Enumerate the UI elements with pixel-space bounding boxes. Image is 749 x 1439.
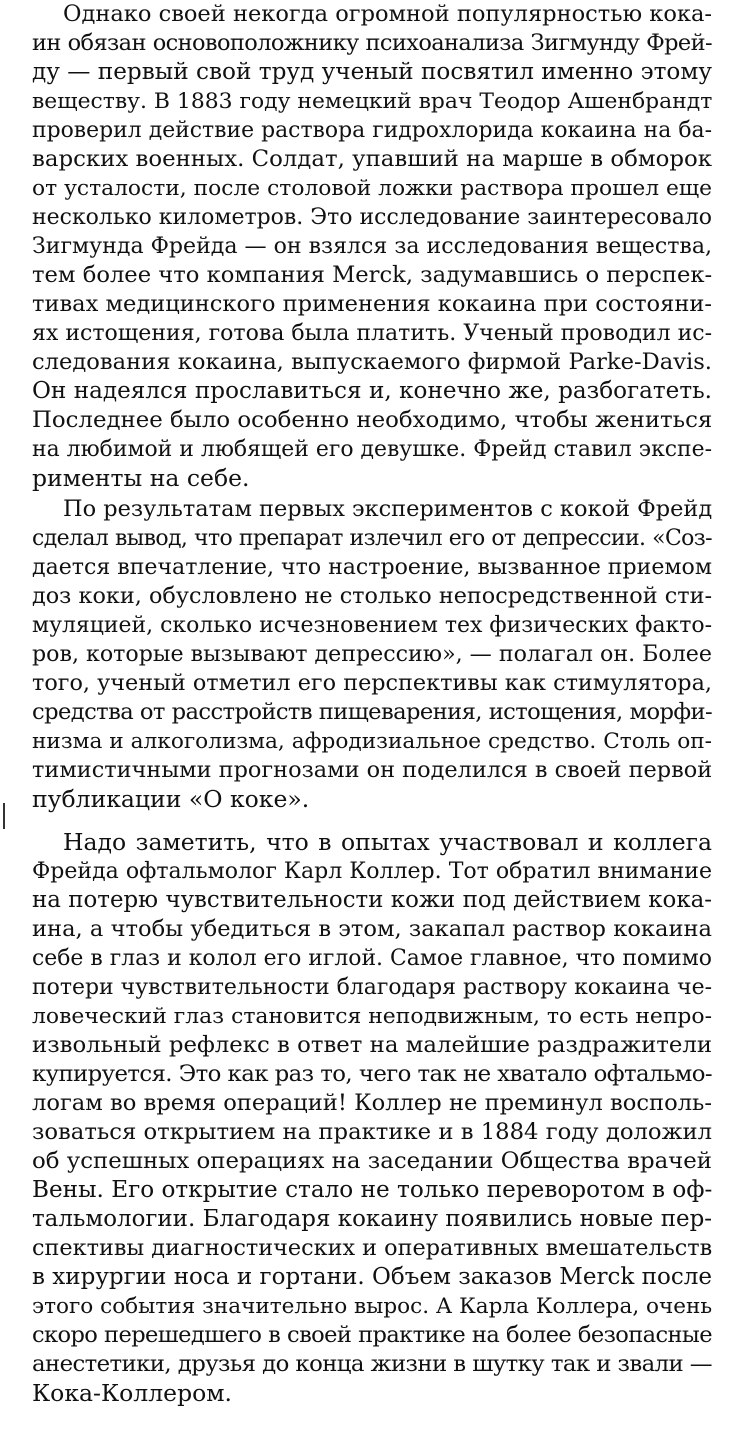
- text-line: ина, а чтобы убедиться в этом, закапал раствор кокаина: [32, 916, 712, 942]
- text-line: проверил действие раствора гидрохлорида кокаина на ба-: [32, 118, 712, 143]
- text-line: на любимой и любящей его девушке. Фрейд ставил экспе-: [32, 437, 712, 462]
- text-line: от усталости, после столовой ложки раствора прошел еще: [32, 176, 712, 201]
- text-line: дается впечатление, что настроение, вызванное приемом: [32, 555, 712, 580]
- text-line: Зигмунда Фрейда — он взялся за исследования вещества,: [32, 234, 712, 259]
- text-line: Кока-Коллером.: [32, 1379, 233, 1407]
- paragraph-1: [32, 0, 712, 493]
- text-line: Вены. Его открытие стало не только переворотом в оф-: [32, 1177, 713, 1203]
- text-line: того, ученый отметил его перспективы как стимулятора,: [32, 670, 712, 696]
- text-line: спективы диагностических и оперативных вмешательств: [32, 1235, 713, 1261]
- text-line: Он надеялся прославиться и, конечно же, разбогатеть.: [32, 378, 712, 404]
- text-line: Однако своей некогда огромной популярностью кока-: [63, 1, 712, 27]
- text-line: По результатам первых экспериментов с кокой Фрейд: [63, 496, 713, 522]
- text-line: тивах медицинского применения кокаина при состояни-: [32, 291, 712, 317]
- paragraph-3: [32, 828, 712, 1408]
- text-line: зоваться открытием на практике и в 1884 году доложил: [32, 1119, 712, 1145]
- text-line: об успешных операциях на заседании Общества врачей: [32, 1148, 712, 1174]
- text-line: в хирургии носа и гортани. Объем заказов Merck после: [32, 1264, 712, 1290]
- text-line: скоро перешедшего в своей практике на более безопасные: [32, 1322, 712, 1348]
- text-line: сделал вывод, что препарат излечил его от депрессии. «Соз-: [32, 526, 712, 551]
- text-line: этого события значительно вырос. А Карла Коллера, очень: [32, 1294, 713, 1319]
- text-line: ин обязан основоположнику психоанализа Зигмунду Фрей-: [32, 30, 712, 56]
- text-line: ду — первый свой труд ученый посвятил именно этому: [32, 59, 712, 85]
- text-line: ров, которые вызывают депрессию», — полагал он. Более: [32, 641, 712, 667]
- text-line: рименты на себе.: [32, 464, 250, 492]
- text-line: Последнее было особенно необходимо, чтобы жениться: [32, 407, 713, 433]
- text-line: муляцией, сколько исчезновением тех физических факто-: [32, 613, 712, 638]
- text-line: себе в глаз и колол его иглой. Самое главное, что помимо: [32, 946, 712, 971]
- text-line: потери чувствительности благодаря раствору кокаина че-: [32, 975, 712, 1000]
- text-line: тем более что компания Merck, задумавшись о перспек-: [32, 262, 713, 288]
- text-line: логам во время операций! Коллер не преминул восполь-: [32, 1090, 712, 1116]
- text-line: следования кокаина, выпускаемого фирмой Parke-Davis.: [32, 349, 712, 375]
- text-line: извольный рефлекс в ответ на малейшие раздражители: [32, 1032, 713, 1058]
- text-line: ловеческий глаз становится неподвижным, то есть непро-: [32, 1004, 712, 1029]
- text-line: тимистичными прогнозами он поделился в своей первой: [32, 757, 713, 783]
- text-line: купируется. Это как раз то, чего так не хватало офтальмо-: [32, 1061, 712, 1087]
- text-line: ях истощения, готова была платить. Ученый проводил ис-: [32, 321, 713, 346]
- text-line: Фрейда офтальмолог Карл Коллер. Тот обратил внимание: [32, 859, 712, 884]
- text-line: веществу. В 1883 году немецкий врач Теодор Ашенбрандт: [32, 89, 713, 114]
- text-line: несколько километров. Это исследование заинтересовало: [32, 205, 712, 230]
- text-line: тальмологии. Благодаря кокаину появились новые пер-: [32, 1206, 712, 1232]
- text-line: низма и алкоголизма, афродизиальное средство. Столь оп-: [32, 729, 712, 754]
- text-line: анестетики, друзья до конца жизни в шутку так и звали —: [32, 1351, 712, 1377]
- text-line: средства от расстройств пищеварения, истощения, морфи-: [32, 699, 712, 725]
- text-line: Надо заметить, что в опытах участвовал и коллега: [63, 828, 712, 856]
- text-line: на потерю чувствительности кожи под действием кока-: [32, 887, 712, 913]
- paragraph-2: [32, 495, 712, 814]
- text-line: доз коки, обусловлено не столько непосредственной сти-: [32, 583, 712, 609]
- document-page: [32, 0, 712, 1408]
- text-line: публикации «О коке».: [32, 785, 310, 813]
- text-line: варских военных. Солдат, упавший на марше в обморок: [32, 146, 712, 172]
- margin-change-bar: [3, 803, 5, 829]
